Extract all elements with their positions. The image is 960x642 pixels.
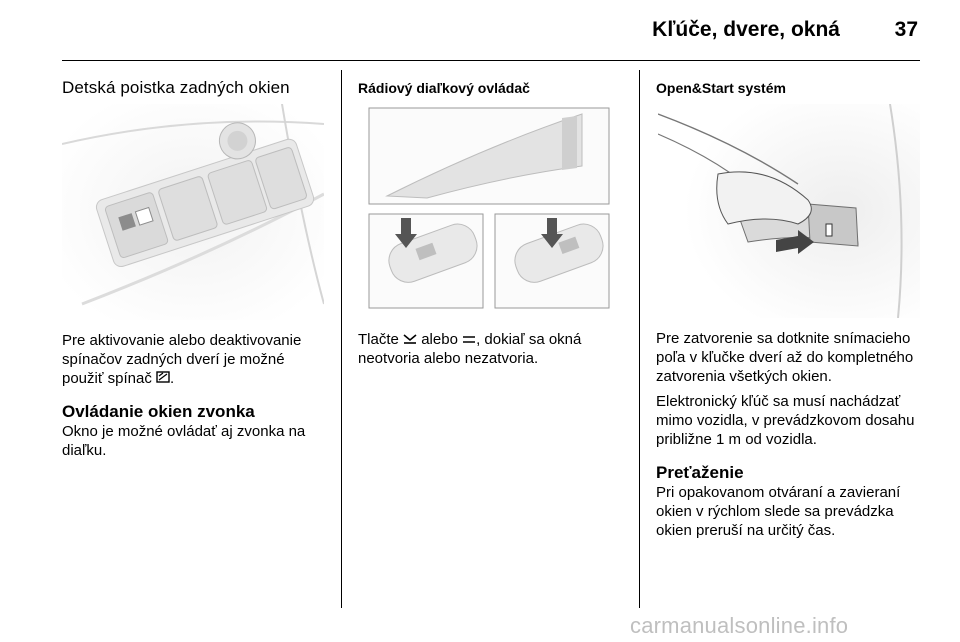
remote-instructions <box>358 330 620 368</box>
watermark: carmanualsonline.info <box>630 613 849 638</box>
column-divider-2 <box>639 70 640 608</box>
header-rule <box>62 60 920 61</box>
remote-lock-icon <box>462 330 476 349</box>
child-window-lock-icon <box>156 369 170 388</box>
open-start-paragraph-2: Elektronický kľúč sa musí nachádzať mimo vozidla, v prevádzkovom dosahu približne 1 m od vozidla. <box>656 393 915 448</box>
subheading-remote-window: Ovládanie okien zvonka <box>62 402 255 421</box>
child-lock-text-end: . <box>170 370 175 387</box>
subheading-overload: Preťaženie <box>656 463 744 482</box>
header-title: Kľúče, dvere, okná <box>652 18 840 41</box>
column-1-body <box>62 331 330 460</box>
column-2-body <box>358 330 620 368</box>
section-heading-open-start: Open&Start systém <box>656 80 786 96</box>
overload-paragraph: Pri opakovanom otváraní a zavieraní okien v rýchlom slede sa prevádzka okien preruší na určitý čas. <box>656 484 901 539</box>
child-lock-text: Pre aktivovanie alebo deaktivovanie spínačov zadných dverí je možné použiť spínač <box>62 332 302 387</box>
column-2 <box>358 70 620 96</box>
child-lock-paragraph <box>62 331 330 388</box>
column-3 <box>656 70 926 96</box>
open-start-paragraph-1: Pre zatvorenie sa dotknite snímacieho poľa v kľučke dverí až do kompletného zatvorenia všetkých okien. <box>656 330 914 385</box>
section-heading-child-lock: Detská poistka zadných okien <box>62 78 290 97</box>
column-divider-1 <box>341 70 342 608</box>
remote-text-a: Tlačte <box>358 331 399 348</box>
window-switch-illustration <box>62 104 324 320</box>
remote-key-illustration <box>367 106 615 312</box>
remote-text-b: alebo <box>421 331 458 348</box>
column-1 <box>62 70 330 98</box>
page-number: 37 <box>894 18 918 41</box>
door-handle-illustration <box>658 104 920 318</box>
remote-text-c: , dokiaľ sa okná neotvoria alebo nezatvoria. <box>358 331 582 367</box>
remote-window-paragraph: Okno je možné ovládať aj zvonka na diaľku. <box>62 423 306 459</box>
column-3-body <box>656 329 926 540</box>
section-heading-radio-remote: Rádiový diaľkový ovládač <box>358 80 530 96</box>
remote-unlock-icon <box>403 330 417 349</box>
